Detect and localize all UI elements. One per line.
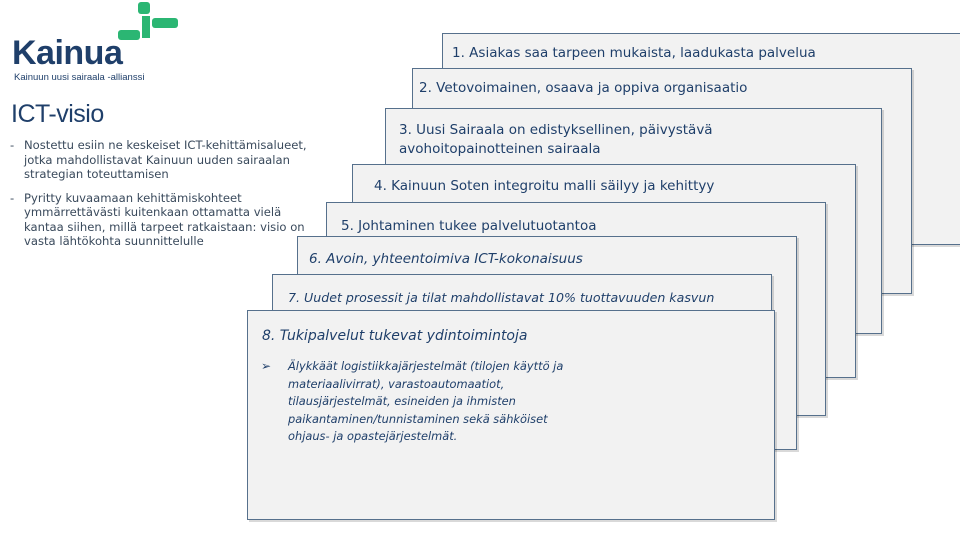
page-title: ICT-visio (11, 100, 104, 128)
card-1-title: 1. Asiakas saa tarpeen mukaista, laadukasta palvelua (452, 45, 816, 61)
support-services-detail (261, 358, 578, 446)
card-5-title: 5. Johtaminen tukee palvelutuotantoa (341, 218, 597, 234)
logo-tagline: Kainuun uusi sairaala -allianssi (14, 72, 145, 83)
detail-text: Älykkäät logistiikkajärjestelmät (tilojen käyttö ja materiaalivirrat), varastoautomaatiot, tilausjärjestelmät, esineiden ja ihmisten paikantaminen/tunnistaminen sekä sähköiset ohjaus- ja opastejärjestelmät. (288, 359, 564, 443)
card-8-title: 8. Tukipalvelut tukevat ydintoimintoja (262, 328, 528, 344)
intro-bullets (10, 138, 310, 258)
card-2-title: 2. Vetovoimainen, osaava ja oppiva organisaatio (419, 80, 748, 96)
bullet-dash: - (10, 138, 15, 152)
bullet-item (10, 138, 310, 182)
arrow-bullet-icon: ➢ (261, 359, 272, 373)
logo-wordmark: Kainua (12, 34, 123, 72)
kainua-logo (12, 2, 182, 86)
card-4-title: 4. Kainuun Soten integroitu malli säilyy ja kehittyy (374, 178, 715, 194)
bullet-dash: - (10, 190, 15, 205)
card-7-title: 7. Uudet prosessit ja tilat mahdollistavat 10% tuottavuuden kasvun (288, 290, 715, 305)
card-3-title: 3. Uusi Sairaala on edistyksellinen, päivystävä avohoitopainotteinen sairaala (399, 122, 713, 157)
bullet-item (10, 191, 310, 249)
bullet-text: Nostettu esiin ne keskeiset ICT-kehittämisalueet, jotka mahdollistavat Kainuun uuden sairaalan strategian toteuttamisen (24, 138, 307, 181)
bullet-text: Pyritty kuvaamaan kehittämiskohteet ymmärrettävästi kuitenkaan ottamatta vielä kantaa siihen, millä tarpeet ratkaistaan: visio on vasta lähtökohta suunnittelulle (24, 190, 305, 248)
card-6-title: 6. Avoin, yhteentoimiva ICT-kokonaisuus (309, 251, 583, 267)
logo-symbol-icon (118, 2, 184, 40)
